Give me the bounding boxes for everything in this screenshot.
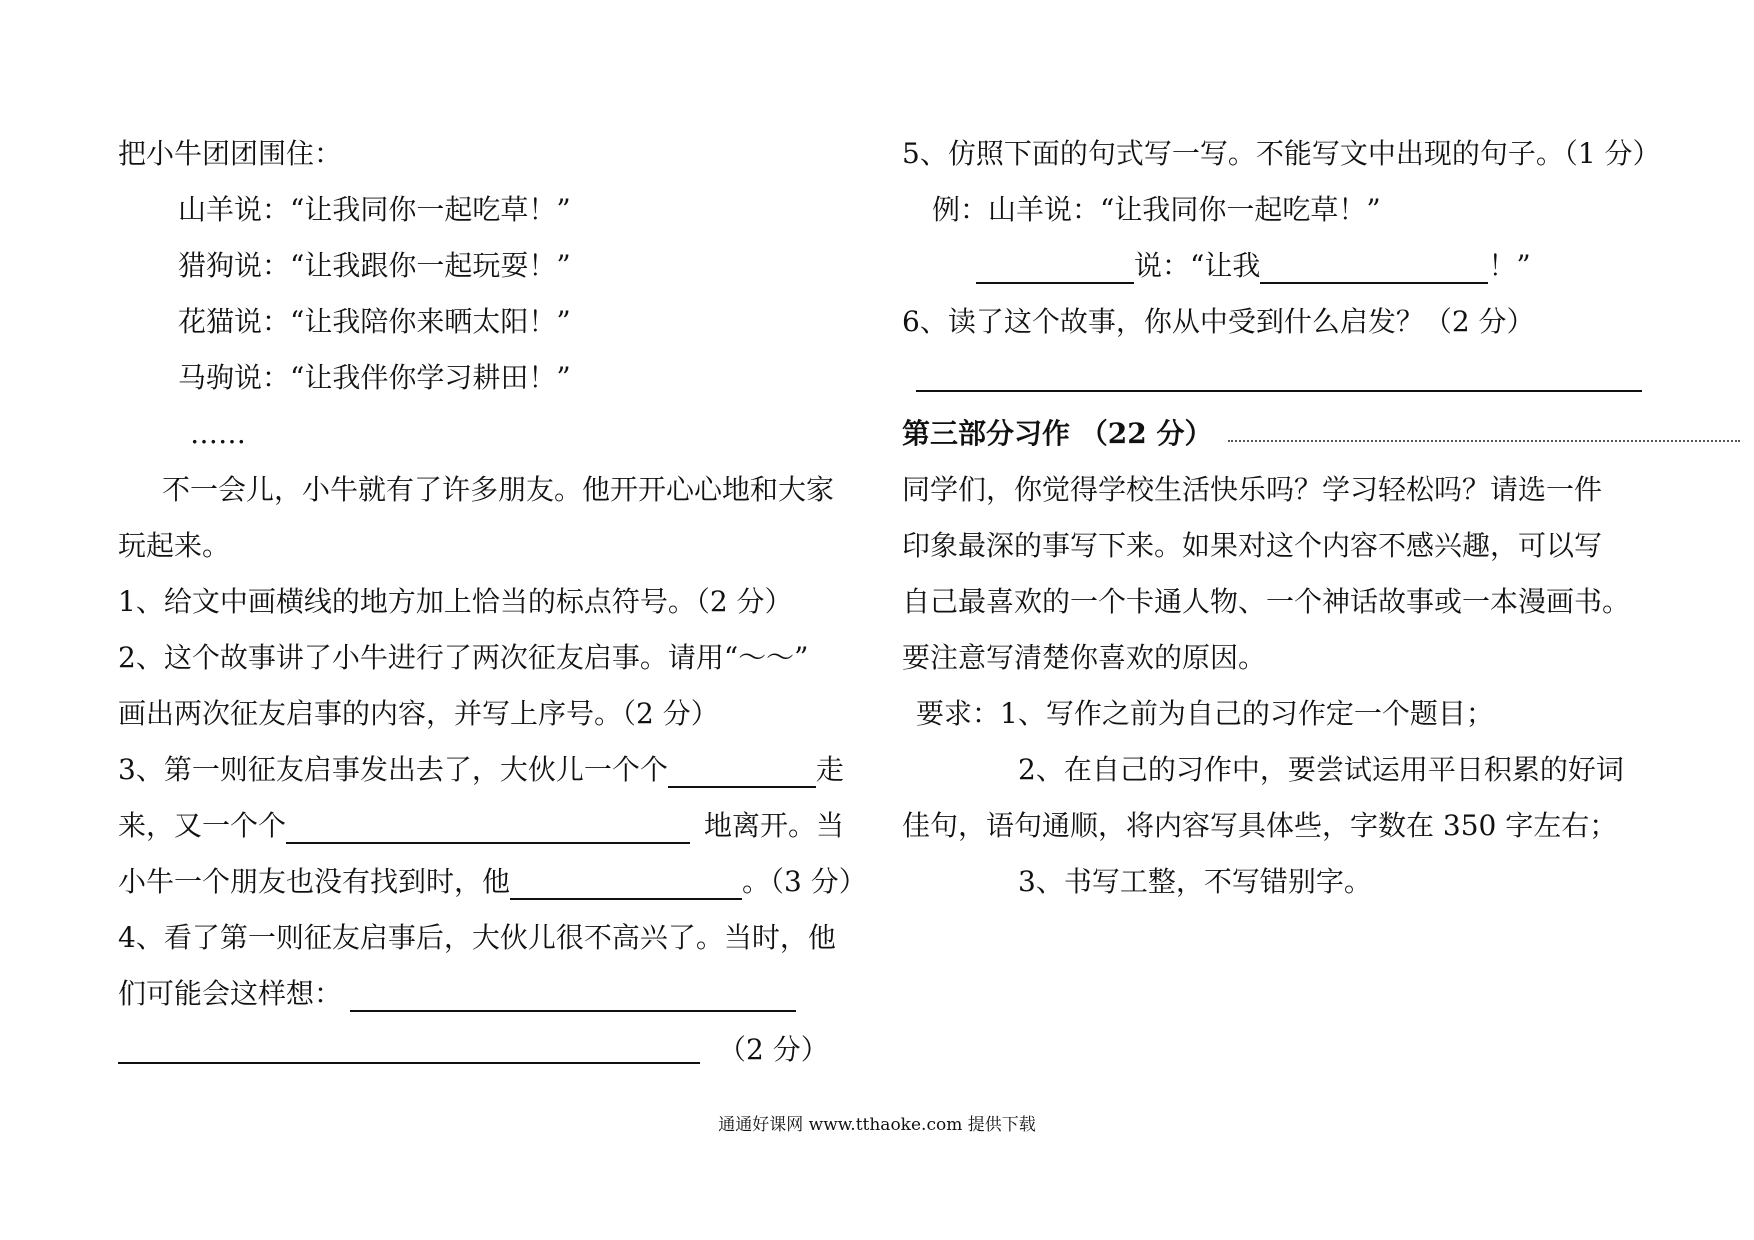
essay-prompt-line4: 要注意写清楚你喜欢的原因。 [902,641,1267,674]
question-5: 5、仿照下面的句式写一写。不能写文中出现的句子。（1 分） [902,137,1661,170]
question-3-text: 3、第一则征友启事发出去了，大伙儿一个个 [118,753,668,786]
essay-prompt-line1: 同学们，你觉得学校生活快乐吗？学习轻松吗？请选一件 [902,473,1603,506]
question-4-line1: 4、看了第一则征友启事后，大伙儿很不高兴了。当时，他 [118,921,836,954]
requirement-2-line2: 佳句，语句通顺，将内容写具体些，字数在 350 字左右； [902,809,1618,842]
question-2-line1: 2、这个故事讲了小牛进行了两次征友启事。请用“～～” [118,641,809,674]
quote-goat: 山羊说：“让我同你一起吃草！” [178,193,571,226]
passage-line: 把小牛团团围住： [118,137,343,170]
essay-prompt-line2: 印象最深的事写下来。如果对这个内容不感兴趣，可以写 [902,529,1603,562]
question-3-text: 小牛一个朋友也没有找到时，他 [118,865,511,898]
question-1: 1、给文中画横线的地方加上恰当的标点符号。（2 分） [118,585,793,618]
answer-line[interactable] [916,390,1642,392]
question-3-text-end: 地离开。当 [704,809,845,842]
section-3-title: 第三部分习作 （22 分） [902,417,1213,450]
answer-blank[interactable] [668,756,816,788]
quote-cat: 花猫说：“让我陪你来晒太阳！” [178,305,571,338]
question-5-fill [976,248,1531,284]
passage-paragraph-cont: 玩起来。 [118,529,231,562]
footer-credit: 通通好课网 www.tthaoke.com 提供下载 [718,1115,1036,1135]
question-3-text-end: 走 [815,753,844,786]
question-4-text: 们可能会这样想： [118,977,343,1010]
question-3-line3 [118,864,867,900]
question-5-fill-end: ！” [1488,249,1531,282]
question-3-score: 。（3 分） [742,865,867,898]
question-5-example: 例：山羊说：“让我同你一起吃草！” [932,193,1381,226]
question-3-line2 [118,808,844,844]
requirement-2-line1: 2、在自己的习作中，要尝试运用平日积累的好词 [1018,753,1624,786]
question-5-fill-text: 说：“让我 [1134,249,1261,282]
answer-line[interactable] [118,1062,700,1064]
passage-paragraph: 不一会儿，小牛就有了许多朋友。他开开心心地和大家 [162,473,835,506]
question-3-text: 来，又一个个 [118,809,287,842]
answer-blank[interactable] [286,812,690,844]
dotted-rule [1228,440,1740,442]
quote-horse: 马驹说：“让我伴你学习耕田！” [178,361,571,394]
question-4-score: （2 分） [718,1033,829,1066]
quote-dog: 猎狗说：“让我跟你一起玩耍！” [178,249,571,282]
requirement-1: 要求：1、写作之前为自己的习作定一个题目； [916,697,1494,730]
ellipsis: …… [190,417,246,450]
requirement-3: 3、书写工整，不写错别字。 [1018,865,1372,898]
answer-blank[interactable] [510,868,742,900]
question-6: 6、读了这个故事，你从中受到什么启发？（2 分） [902,305,1535,338]
question-2-line2: 画出两次征友启事的内容，并写上序号。（2 分） [118,697,719,730]
answer-blank[interactable] [976,252,1134,284]
answer-blank[interactable] [1260,252,1488,284]
essay-prompt-line3: 自己最喜欢的一个卡通人物、一个神话故事或一本漫画书。 [902,585,1631,618]
answer-blank[interactable] [350,980,796,1012]
question-3-line1 [118,752,844,788]
question-4-line2 [118,976,796,1012]
